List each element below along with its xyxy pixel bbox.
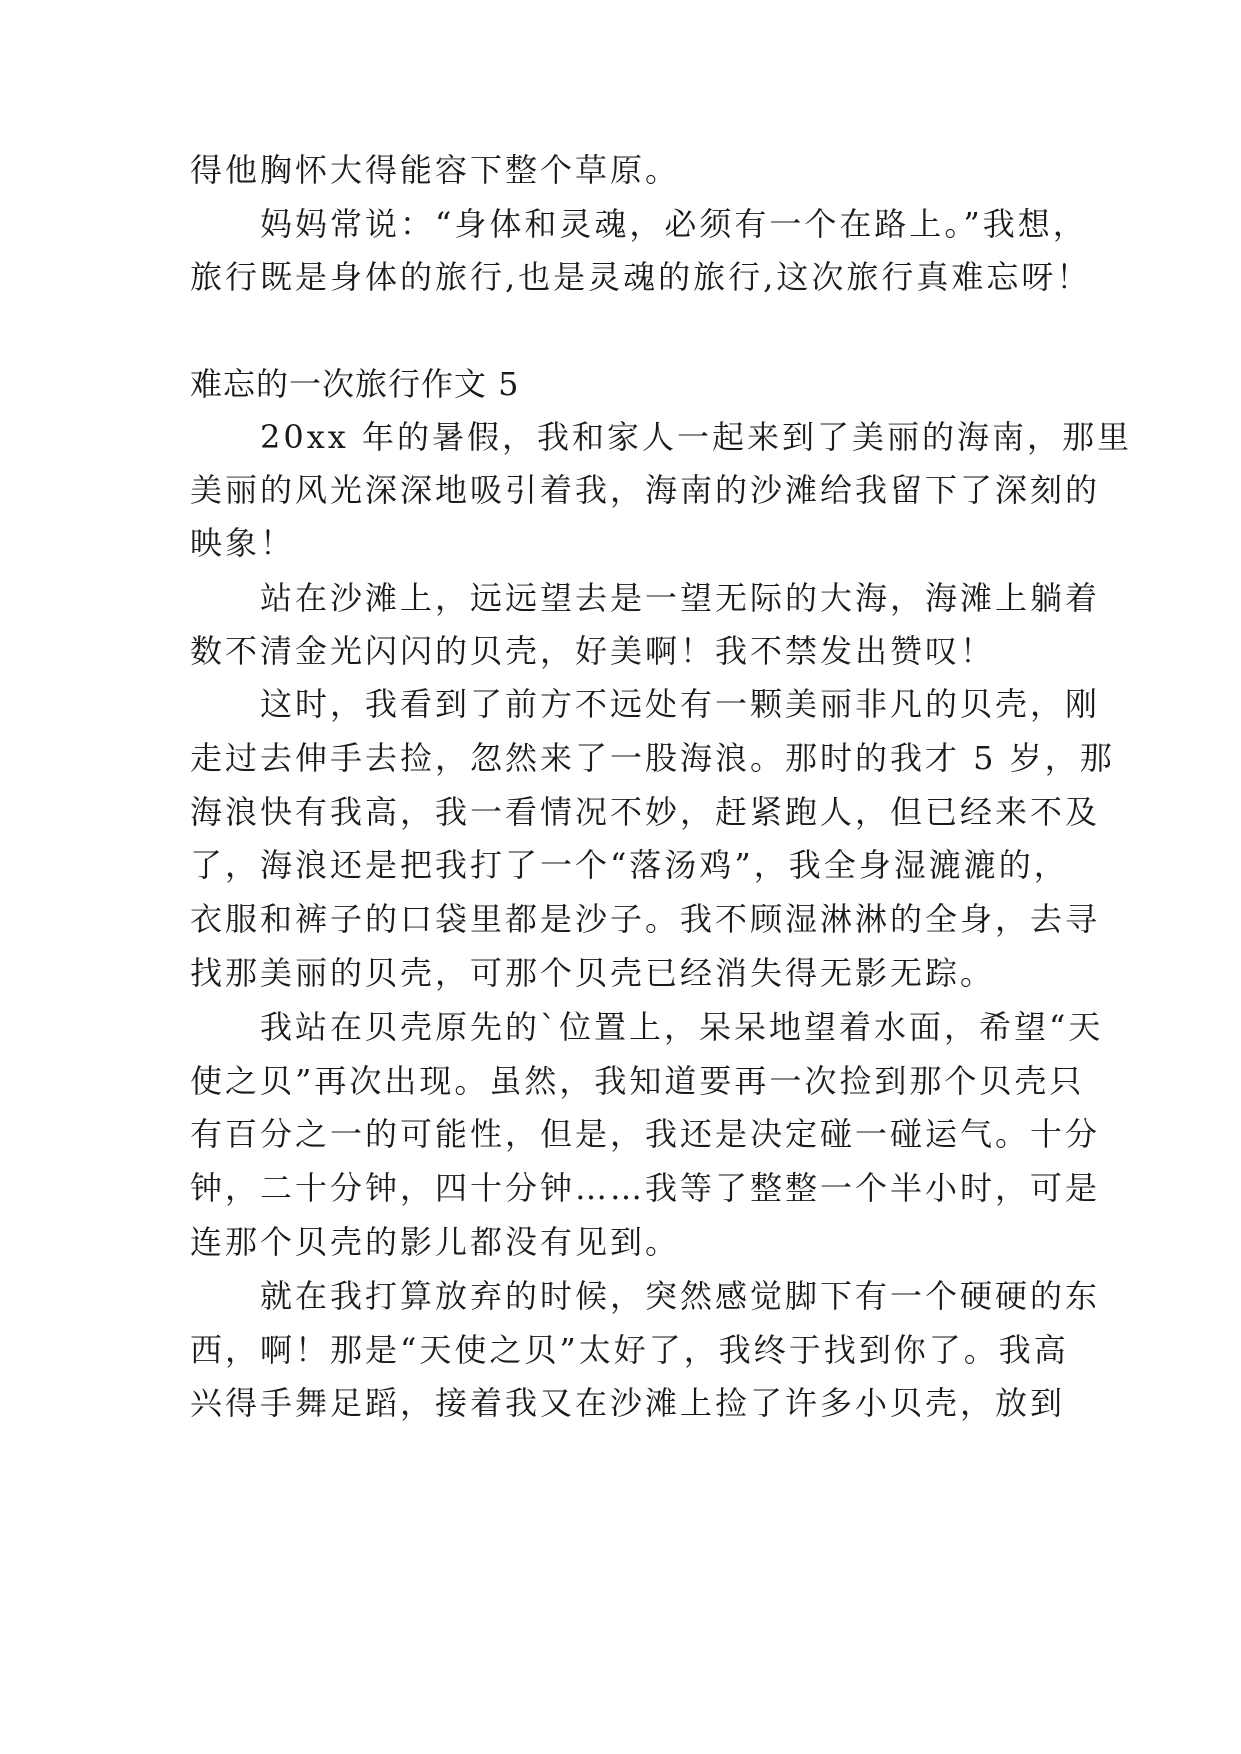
text-line: 走过去伸手去捡，忽然来了一股海浪。那时的我才 5 岁，那 xyxy=(190,739,1115,777)
text-line: 海浪快有我高，我一看情况不妙，赶紧跑人，但已经来不及 xyxy=(190,793,1101,831)
text-line: 找那美丽的贝壳，可那个贝壳已经消失得无影无踪。 xyxy=(190,954,996,992)
text-line: 衣服和裤子的口袋里都是沙子。我不顾湿淋淋的全身，去寻 xyxy=(190,900,1101,938)
text-line: 20xx 年的暑假，我和家人一起来到了美丽的海南，那里 xyxy=(190,418,1132,456)
text-line: 站在沙滩上，远远望去是一望无际的大海，海滩上躺着 xyxy=(190,579,1101,617)
text-line: 兴得手舞足蹈，接着我又在沙滩上捡了许多小贝壳，放到 xyxy=(190,1384,1066,1422)
text-line: 使之贝”再次出现。虽然，我知道要再一次捡到那个贝壳只 xyxy=(190,1062,1085,1100)
text-line: 美丽的风光深深地吸引着我，海南的沙滩给我留下了深刻的 xyxy=(190,471,1101,509)
text-line: 我站在贝壳原先的`位置上，呆呆地望着水面，希望“天 xyxy=(190,1008,1104,1046)
text-line: 得他胸怀大得能容下整个草原。 xyxy=(190,151,681,189)
text-line: 这时，我看到了前方不远处有一颗美丽非凡的贝壳，刚 xyxy=(190,685,1101,723)
text-line: 钟，二十分钟，四十分钟……我等了整整一个半小时，可是 xyxy=(190,1169,1101,1207)
text-line: 旅行既是身体的旅行,也是灵魂的旅行,这次旅行真难忘呀！ xyxy=(190,258,1092,296)
text-line: 妈妈常说：“身体和灵魂，必须有一个在路上。”我想， xyxy=(190,205,1088,243)
text-line: 映象！ xyxy=(190,524,296,562)
text-line: 数不清金光闪闪的贝壳，好美啊！我不禁发出赞叹！ xyxy=(190,632,996,670)
section-title: 难忘的一次旅行作文 5 xyxy=(190,365,520,403)
text-line: 就在我打算放弃的时候，突然感觉脚下有一个硬硬的东 xyxy=(190,1277,1101,1315)
text-line: 连那个贝壳的影儿都没有见到。 xyxy=(190,1223,681,1261)
text-line: 西，啊！那是“天使之贝”太好了，我终于找到你了。我高 xyxy=(190,1331,1069,1369)
text-line: 了，海浪还是把我打了一个“落汤鸡”，我全身湿漉漉的， xyxy=(190,846,1069,884)
text-line: 有百分之一的可能性，但是，我还是决定碰一碰运气。十分 xyxy=(190,1115,1101,1153)
